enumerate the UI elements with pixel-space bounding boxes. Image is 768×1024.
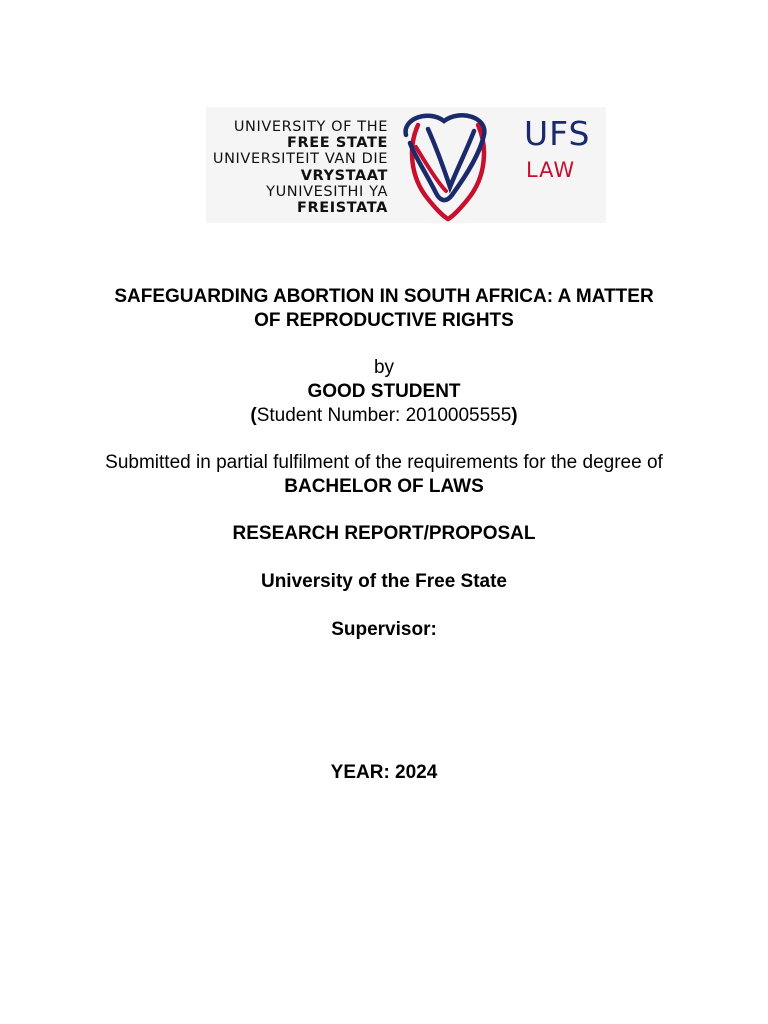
ufs-heart-emblem-icon — [388, 107, 504, 223]
author-name: GOOD STUDENT — [307, 381, 461, 402]
logo-line: VRYSTAAT — [300, 167, 388, 184]
student-number-open-paren: ( — [250, 405, 257, 426]
report-type: RESEARCH REPORT/PROPOSAL — [232, 523, 536, 544]
supervisor-label: Supervisor: — [331, 619, 437, 640]
institution-name: University of the Free State — [260, 571, 508, 592]
logo-line: FREE STATE — [286, 135, 388, 152]
logo-ufs-text: UFS — [524, 114, 591, 153]
title-line-1: SAFEGUARDING ABORTION IN SOUTH AFRICA: A MATTER — [114, 286, 654, 307]
logo-university-name — [213, 119, 388, 216]
year-label: YEAR: 2024 — [330, 762, 438, 783]
logo-line: UNIVERSITEIT VAN DIE — [212, 151, 388, 168]
student-number-text: Student Number: 2010005555 — [256, 405, 512, 426]
logo-law-text: LAW — [526, 158, 576, 182]
student-number-close-paren: ) — [511, 405, 518, 426]
student-number — [0, 404, 768, 427]
logo-line: UNIVERSITY OF THE — [233, 119, 388, 135]
by-label: by — [373, 357, 395, 378]
submission-statement: Submitted in partial fulfilment of the requirements for the degree of — [105, 452, 663, 473]
ufs-law-logo — [206, 107, 606, 223]
title-line-2: OF REPRODUCTIVE RIGHTS — [254, 310, 514, 331]
degree-name: BACHELOR OF LAWS — [284, 476, 484, 497]
logo-line: YUNIVESITHI YA — [266, 183, 388, 200]
logo-line: FREISTATA — [296, 200, 388, 217]
